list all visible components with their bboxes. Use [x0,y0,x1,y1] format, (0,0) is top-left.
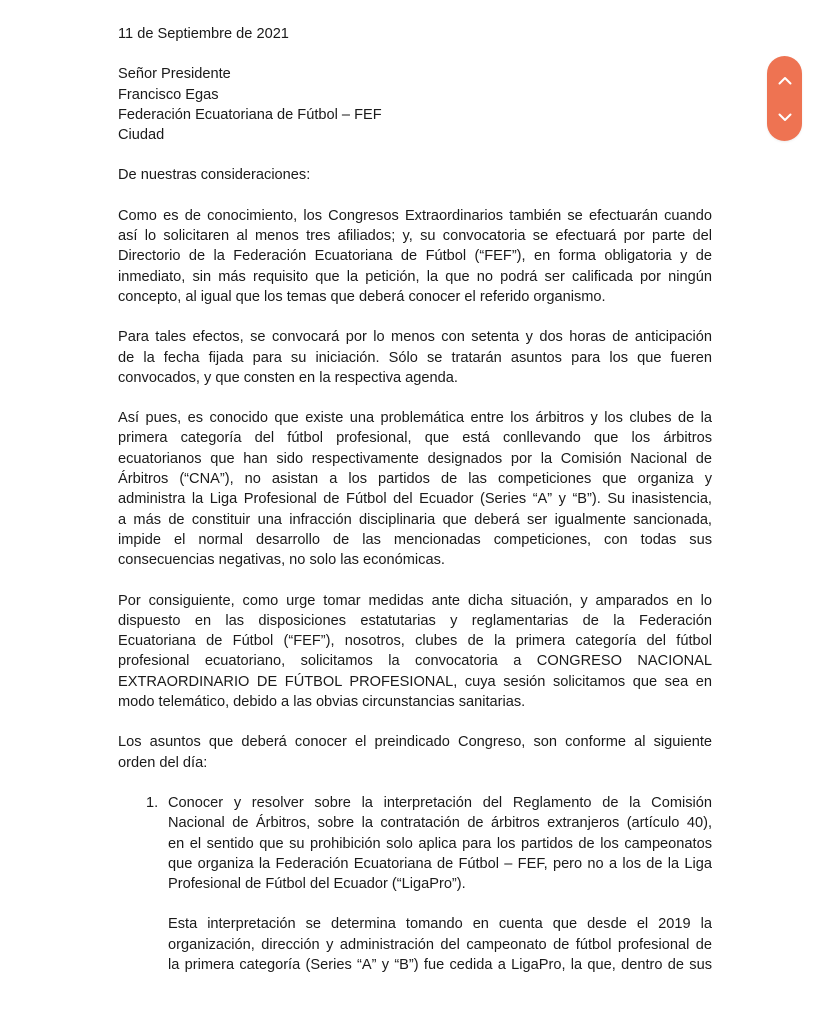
text-line: organización, dirección y administración del campeonato de fútbol profesional de [168,936,712,953]
text-line: profesional ecuatoriano, solicitamos la convocatoria a CONGRESO NACIONAL [118,653,712,670]
text-line: Directorio de la Federación Ecuatoriana de Fútbol (“FEF”), en forma obligatoria y de [118,248,712,265]
text-line: que organiza la Federación Ecuatoriana de Fútbol – FEF, pero no a los de la Liga [168,855,712,872]
text-line: en el sentido que su prohibición solo aplica para los partidos de los campeonatos [168,835,712,852]
list-item-number: 1. [146,794,159,811]
text-line: impide el normal desarrollo de las mencionadas competiciones, con todas sus [118,531,712,548]
agenda-list [118,793,712,975]
text-line: administra la Liga Profesional de Fútbol del Ecuador (Series “A” y “B”). Su inasistencia, [118,491,712,508]
text-line: Esta interpretación se determina tomando en cuenta que desde el 2019 la [168,916,712,933]
text-line: Como es de conocimiento, los Congresos Extraordinarios también se efectuarán cuando [118,207,712,224]
text-line: EXTRAORDINARIO DE FÚTBOL PROFESIONAL, cuya sesión solicitamos que sea en [118,673,712,690]
list-item-subparagraph [168,914,712,975]
text-line: Conocer y resolver sobre la interpretación del Reglamento de la Comisión [168,794,712,811]
text-line: Así pues, es conocido que existe una problemática entre los árbitros y los clubes de la [118,410,712,427]
text-line: convocados, y que consten en la respectiva agenda. [118,369,458,386]
text-line: Profesional de Fútbol del Ecuador (“LigaPro”). [168,876,466,893]
previous-page-button[interactable] [767,60,802,100]
next-page-button[interactable] [767,97,802,137]
address-line: Federación Ecuatoriana de Fútbol – FEF [118,106,382,123]
page-navigation-control [767,56,802,141]
salutation: De nuestras consideraciones: [118,167,311,184]
text-line: de la fecha fijada para su iniciación. Sólo se tratarán asuntos para los que fueren [118,349,712,366]
text-line: Para tales efectos, se convocará por lo menos con setenta y dos horas de anticipación [118,329,712,346]
text-line: orden del día: [118,754,208,771]
text-line: concepto, al igual que los temas que deberá conocer el referido organismo. [118,288,606,305]
chevron-down-icon [778,113,792,122]
list-item [118,793,712,975]
paragraph-3 [118,408,712,570]
text-line: Por consiguiente, como urge tomar medidas ante dicha situación, y amparados en lo [118,592,712,609]
text-line: así lo solicitaren al menos tres afiliados; y, su convocatoria se efectuará por parte del [118,228,712,245]
address-line: Señor Presidente [118,66,231,83]
address-line: Francisco Egas [118,86,219,103]
paragraph-5 [118,732,712,773]
text-line: ecuatorianos que han sido respectivamente designados por la Comisión Nacional de [118,450,712,467]
list-item-body [168,793,712,894]
chevron-up-icon [778,76,792,85]
text-line: a más de constituir una infracción disciplinaria que deberá ser igualmente sancionada, [118,511,712,528]
paragraph-2 [118,327,712,388]
paragraph-4 [118,591,712,713]
text-line: Árbitros (“CNA”), no asistan a los partidos de las competiciones que organiza y [118,471,712,488]
text-line: Los asuntos que deberá conocer el preindicado Congreso, son conforme al siguiente [118,734,712,751]
text-line: Ecuatoriana de Fútbol (“FEF”), nosotros, clubes de la primera categoría del fútbol [118,633,712,650]
address-line: Ciudad [118,127,165,144]
text-line: primera categoría del fútbol profesional, que está conllevando que los árbitros [118,430,712,447]
text-line: inmediato, sin más requisito que la petición, la que no podrá ser calificada por ningún [118,268,712,285]
text-line: Nacional de Árbitros, sobre la contratación de árbitros extranjeros (artículo 40), [168,815,712,832]
text-line: dispuesto en las disposiciones estatutarias y reglamentarias de la Federación [118,612,712,629]
text-line: la primera categoría (Series “A” y “B”) fue cedida a LigaPro, la que, dentro de sus [168,956,712,973]
letter-date: 11 de Septiembre de 2021 [118,26,289,42]
letter-body [118,24,712,975]
paragraph-1 [118,206,712,307]
text-line: modo telemático, debido a las obvias circunstancias sanitarias. [118,694,526,711]
text-line: consecuencias negativas, no solo las económicas. [118,552,445,569]
recipient-address [118,64,712,145]
